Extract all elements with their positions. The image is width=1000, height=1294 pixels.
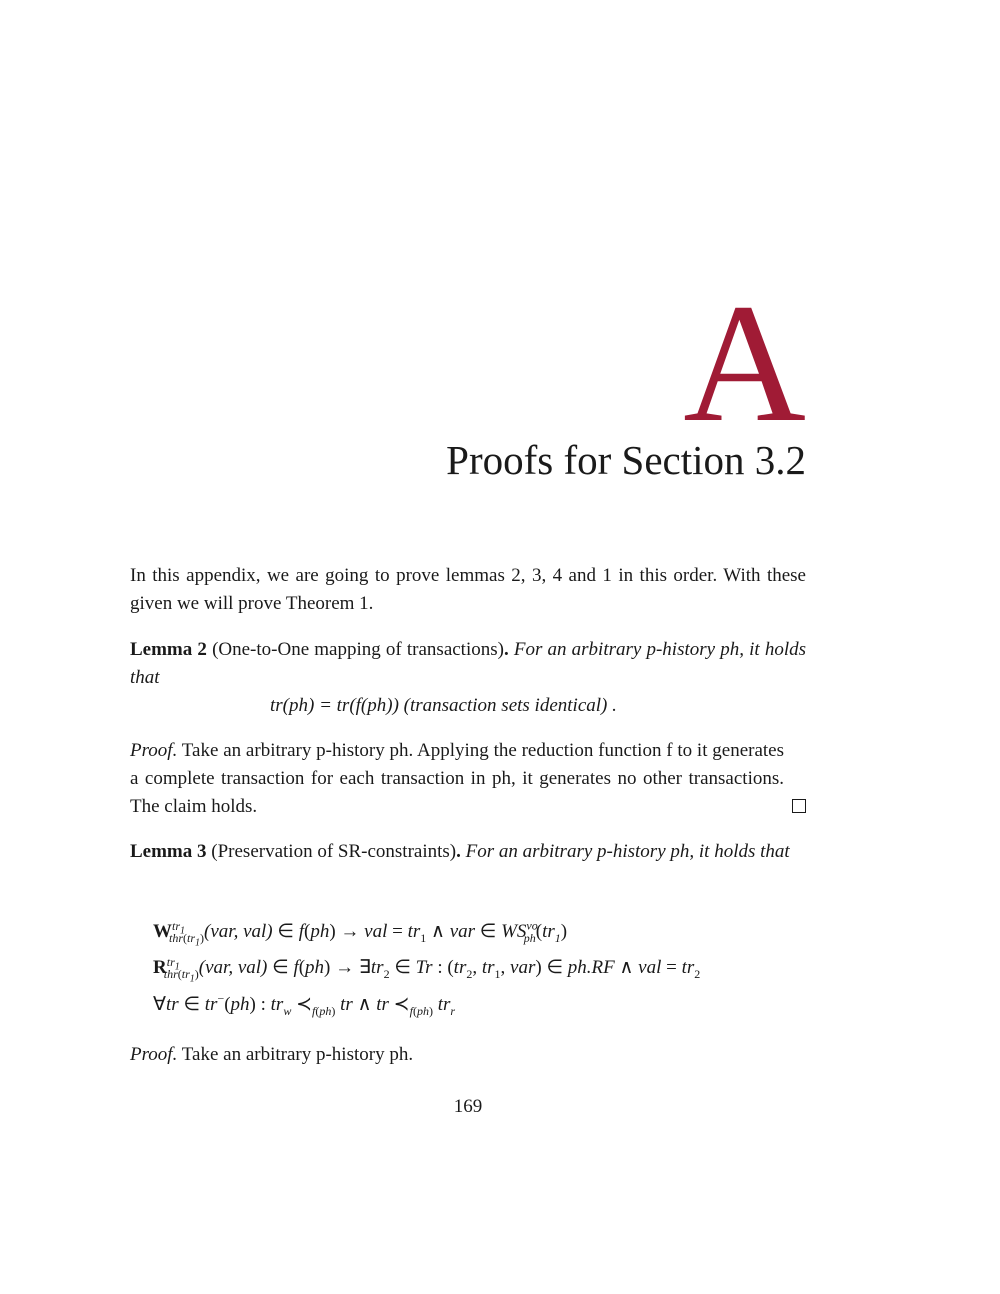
proof-2-label: Proof.: [130, 1044, 178, 1065]
lemma-3: Lemma 3 (Preservation of SR-constraints). For an arbitrary p-history ph, it holds that: [130, 841, 790, 862]
page-number: 169: [453, 1096, 483, 1117]
proof-1: [130, 737, 806, 821]
formula-write: $W^{tr_1}_{thr(tr_1)}(var$, val) ∈ f(ph) → val = $tr_1$ ∧ var ∈ $WS^{vo}_{ph}(tr_1)$: [153, 918, 568, 949]
proof-2: [130, 1041, 806, 1069]
formula-read: $R^{tr_1}_{thr(tr_1)}(var$, val) ∈ $f(ph) \to \exists tr_2$ ∈ Tr : ($tr_2$, $tr_1$, var) ∈ ph.RF ∧ val = $tr_2$: [153, 954, 701, 985]
lemma-2-label: Lemma 2: [130, 639, 207, 660]
lemma-3-name: (Preservation of SR-constraints): [211, 841, 457, 862]
intro-paragraph: [130, 562, 806, 618]
lemma-2: Lemma 2 (One-to-One mapping of transactions). For an arbitrary p-history ph, it holds that: [130, 639, 807, 688]
lemma-2-statement: For an arbitrary p-history ph, it holds that: [130, 639, 807, 688]
chapter-title: Proofs for Section 3.2: [446, 437, 806, 483]
chapter-letter: A: [683, 269, 806, 457]
formula-order: ∀tr ∈ tr−(ph) : $tr_w$ $≺_{f(ph)}$ tr ∧ tr $≺_{f(ph)}$ $tr_r$: [153, 991, 456, 1018]
proof-1-text: Take an arbitrary p-history ph. Applying the reduction function f to it generates a complete transaction for each transaction in ph, it generates no other transactions. The claim holds.: [130, 740, 784, 817]
lemma-3-statement: For an arbitrary p-history ph, it holds that: [465, 841, 790, 862]
lemma-2-name: (One-to-One mapping of transactions): [212, 639, 504, 660]
lemma-3-label: Lemma 3: [130, 841, 207, 862]
lemma-2-equation: tr(ph) = tr(f(ph)) (transaction sets identical) .: [270, 695, 617, 716]
proof-2-text: Take an arbitrary p-history ph.: [181, 1044, 414, 1065]
intro-text: In this appendix, we are going to prove lemmas 2, 3, 4 and 1 in this order. With these given we will prove Theorem 1.: [130, 565, 806, 614]
qed-box-icon: [792, 799, 806, 813]
proof-1-label: Proof.: [130, 740, 178, 761]
